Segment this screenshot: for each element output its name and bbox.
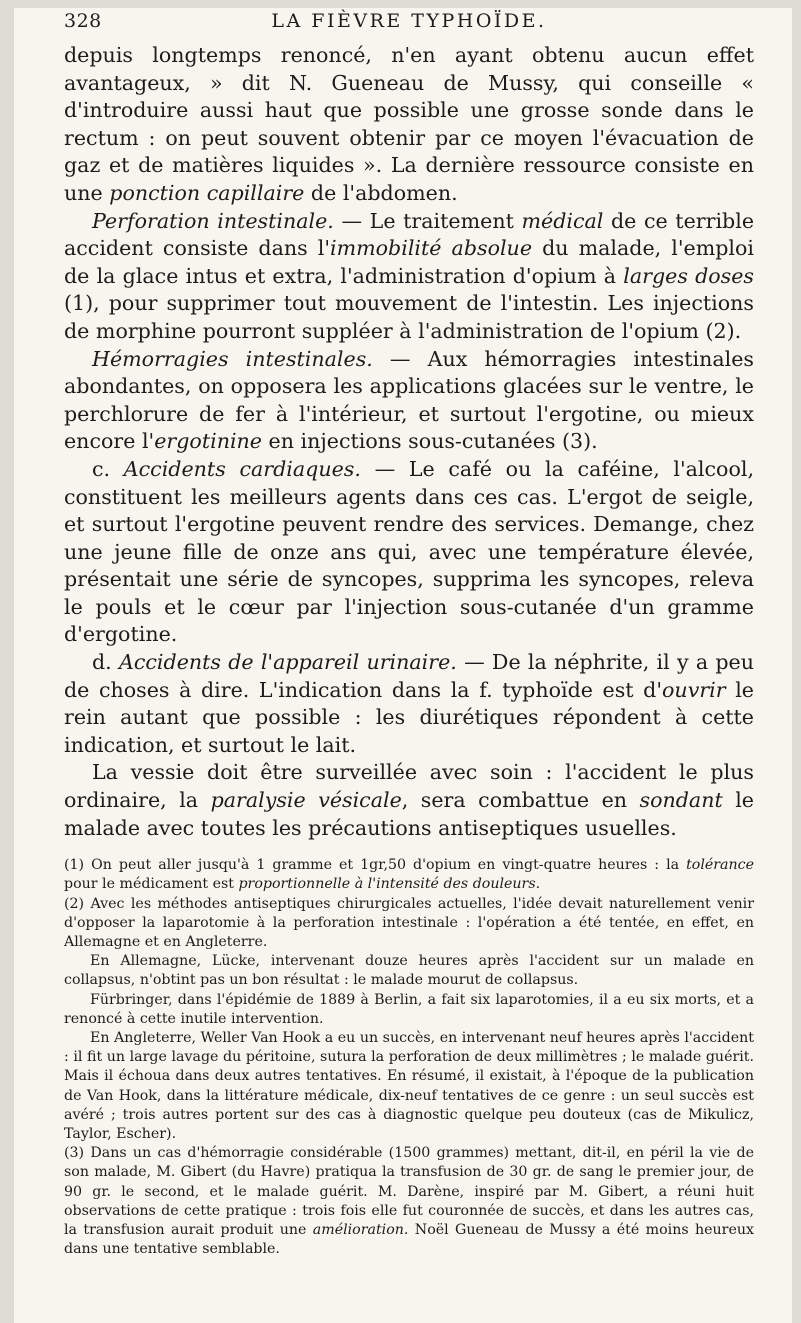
running-title: LA FIÈVRE TYPHOÏDE.	[271, 10, 547, 32]
page-header	[64, 8, 754, 42]
page-number: 328	[64, 10, 102, 32]
book-page	[14, 8, 792, 1323]
footnotes	[64, 856, 754, 1259]
paragraph-cardiaques: c. Accidents cardiaques. — Le café ou la caféine, l'alcool, constituent les meilleurs agents dans ces cas. L'ergot de seigle, et surtout l'ergotine peuvent rendre des services. Demange, chez une jeune fille de onze ans qui, avec une température élevée, présentait une série de syncopes, supprima les syncopes, releva le pouls et le cœur par l'injection sous-cutanée d'un gramme d'ergotine.	[64, 456, 754, 647]
footnote-2-angleterre: En Angleterre, Weller Van Hook a eu un succès, en intervenant neuf heures après l'accident : il fit un large lavage du péritoine, sutura la perforation de deux millimètres ; le malade guérit. Mais il échoua dans deux autres tentatives. En résumé, il existait, à l'époque de la publication de Van Hook, dans la littérature médicale, dix-neuf tentatives de ce genre : un seul succès est avéré ; trois autres portent sur des cas à diagnostic quelque peu douteux (cas de Mikulicz, Taylor, Escher).	[64, 1030, 754, 1143]
paragraph-perforation: Perforation intestinale. — Le traitement médical de ce terrible accident consiste dans l'immobilité absolue du malade, l'emploi de la glace intus et extra, l'administration d'opium à larges doses (1), pour supprimer tout mouvement de l'intestin. Les injections de morphine pourront suppléer à l'administration de l'opium (2).	[64, 208, 755, 343]
footnote-3: (3) Dans un cas d'hémorragie considérable (1500 grammes) mettant, dit-il, en péril la vie de son malade, M. Gibert (du Havre) pratiqua la transfusion de 30 gr. de sang le premier jour, de 90 gr. le second, et le malade guérit. M. Darène, inspiré par M. Gibert, a réuni huit observations de cette pratique : trois fois elle fut couronnée de succès, et dans les autres cas, la transfusion aurait produit une amélioration. Noël Gueneau de Mussy a été moins heureux dans une tentative semblable.	[64, 1145, 754, 1258]
section-heading: Perforation intestinale.	[92, 208, 334, 233]
main-text	[64, 42, 754, 842]
section-heading: Hémorragies intestinales.	[92, 346, 373, 371]
paragraph-hemorragies: Hémorragies intestinales. — Aux hémorragies intestinales abondantes, on opposera les applications glacées sur le ventre, le perchlorure de fer à l'intérieur, et surtout l'ergotine, ou mieux encore l'ergotinine en injections sous-cutanées (3).	[64, 346, 754, 454]
footnote-2-luecke: En Allemagne, Lücke, intervenant douze heures après l'accident sur un malade en collapsus, n'obtint pas un bon résultat : le malade mourut de collapsus.	[64, 953, 754, 989]
section-heading: Accidents de l'appareil urinaire.	[118, 650, 457, 675]
footnote-1: (1) On peut aller jusqu'à 1 gramme et 1gr,50 d'opium en vingt-quatre heures : la tolérance pour le médicament est proportionnelle à l'intensité des douleurs.	[64, 857, 754, 893]
footnote-2: (2) Avec les méthodes antiseptiques chirurgicales actuelles, l'idée devait naturellement venir d'opposer la laparotomie à la perforation intestinale : l'opération a été tentée, en effet, en Allemagne et en Angleterre.	[64, 895, 754, 951]
paragraph-vessie: La vessie doit être surveillée avec soin : l'accident le plus ordinaire, la paralysie vésicale, sera combattue en sondant le malade avec toutes les précautions antiseptiques usuelles.	[64, 760, 754, 840]
paragraph-urinaire: d. Accidents de l'appareil urinaire. — De la néphrite, il y a peu de choses à dire. L'indication dans la f. typhoïde est d'ouvrir le rein autant que possible : les diurétiques répondent à cette indication, et surtout le lait.	[64, 650, 754, 757]
footnote-2-fuerbringer: Fürbringer, dans l'épidémie de 1889 à Berlin, a fait six laparotomies, il a eu six morts, et a renoncé à cette inutile intervention.	[64, 991, 754, 1027]
paragraph-continuation: depuis longtemps renoncé, n'en ayant obtenu aucun effet avantageux, » dit N. Gueneau de Mussy, qui conseille « d'introduire aussi haut que possible une grosse sonde dans le rectum : on peut souvent obtenir par ce moyen l'évacuation de gaz et de matières liquides ». La dernière ressource consiste en une ponction capillaire de l'abdomen.	[64, 43, 754, 205]
section-heading: Accidents cardiaques.	[123, 456, 361, 481]
